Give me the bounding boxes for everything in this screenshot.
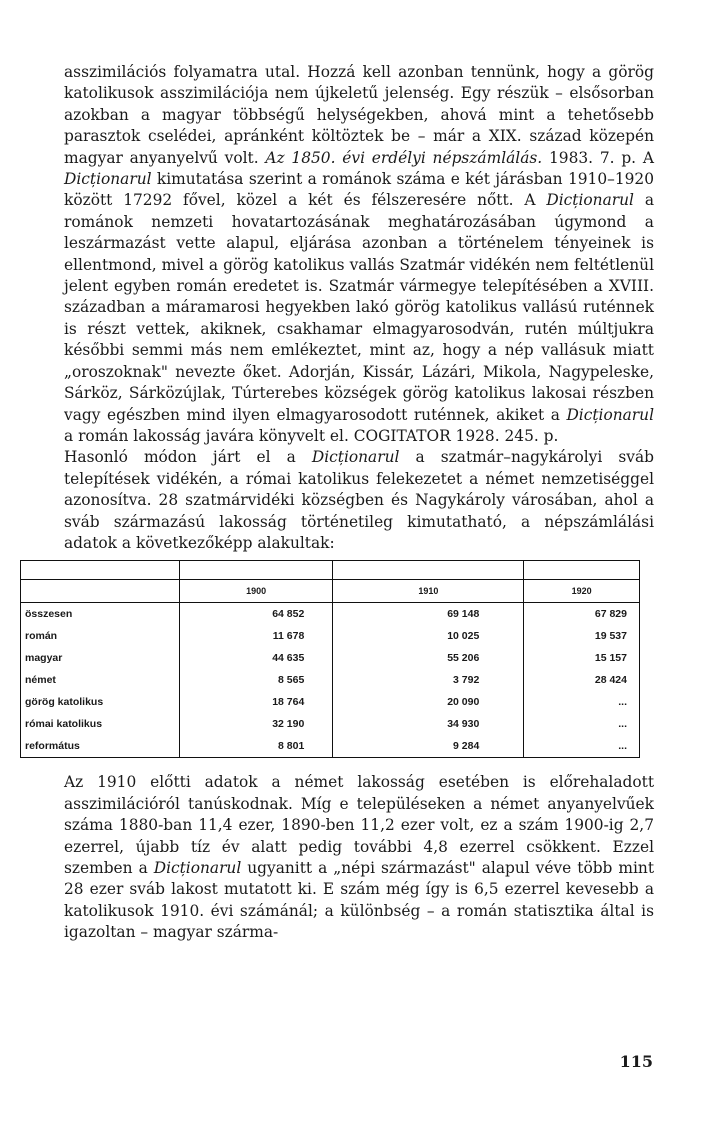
cell-value: ...: [524, 691, 640, 713]
table-row: [21, 625, 640, 647]
cell-value: 44 635: [180, 647, 333, 669]
cell-value: 8 565: [180, 669, 333, 691]
cell-value: 19 537: [524, 625, 640, 647]
table-row: [21, 647, 640, 669]
cell-value: 32 190: [180, 713, 333, 735]
row-label: római katolikus: [21, 713, 180, 735]
cell-value: 18 764: [180, 691, 333, 713]
page-body: [25, 62, 655, 944]
dictionarul-italic: Dicționarul: [153, 858, 242, 877]
row-label: magyar: [21, 647, 180, 669]
dictionarul-italic: Dicționarul: [546, 191, 634, 210]
paragraph-3: Az 1910 előtti adatok a német lakosság esetében is előrehaladott asszimilációról tanúskodnak. Míg e településeken a német anyanyelvűek száma 1880-ban 11,4 ezer, 1890-ben 11,2 ezer volt, ez a szám 1900-ig 2,7 ezerrel, újabb tíz év alatt pedig további 4,8 ezerrel csökkent. Ezzel szemben a Dicționarul ugyanitt a „népi származást" alapul véve több mint 28 ezer sváb lakost mutatott ki. E szám még így is 6,5 ezerrel kevesebb a katolikusok 1910. évi számánál; a különbség – a román statisztika által is igazoltan – magyar szárma-: [64, 773, 655, 942]
row-label: görög katolikus: [21, 691, 180, 713]
dictionarul-italic: Dicționarul: [64, 170, 152, 189]
row-label: összesen: [21, 603, 180, 626]
table-row: [21, 669, 640, 691]
cell-value: 20 090: [333, 691, 524, 713]
cell-value: 15 157: [524, 647, 640, 669]
cell-value: 64 852: [180, 603, 333, 626]
paragraph-1: asszimilációs folyamatra utal. Hozzá kell azonban tennünk, hogy a görög katolikusok asszimilációja nem újkeletű jelenség. Egy részük – elsősorban azokban a magyar többségű helységekben, ahová mint a tehetősebb parasztok cselédei, apránként költöztek be – már a XIX. század közepén magyar anyanyelvű volt. Az 1850. évi erdélyi népszámlálás. 1983. 7. p. A Dicționarul kimutatása szerint a románok száma e két járásban 1910–1920 között 17292 fővel, közel a két és félszeresére nőtt. A Dicționarul a románok nemzeti hovatartozásának meghatározásában úgymond a leszármazást vette alapul, eljárása azonban a történelem tényeinek is ellentmond, mivel a görög katolikus vallás Szatmár vidékén nem feltétlenül jelent egyben román eredetet is. Szatmár vármegye telepítésében a XVIII. században a máramarosi hegyekben lakó görög katolikus vallású ruténnek is részt vettek, akiknek, csakhamar elmagyarosodván, rutén múltjukra későbbi semmi más nem emlékeztet, mint az, hogy a nép vallásuk miatt „oroszoknak" nevezte őket. Adorján, Kissár, Lázári, Mikola, Nagypeleske, Sárköz, Sárközújlak, Túrterebes községek görög katolikus lakosai részben vagy egészben mind ilyen elmagyarosodott ruténnek, akiket a Dicționarul a román lakosság javára könyvelt el. COGITATOR 1928. 245. p.: [64, 63, 654, 445]
table-header-row: [21, 580, 640, 603]
cell-value: 8 801: [180, 735, 333, 758]
table-row: [21, 603, 640, 626]
cell-value: 10 025: [333, 625, 524, 647]
paragraph-2: Hasonló módon járt el a Dicționarul a szatmár–nagykárolyi sváb telepítések vidékén, a római katolikus felekezetet a német nemzetiséggel azonosítva. 28 szatmárvidéki községben és Nagykároly városában, ahol a sváb származású lakosság történetileg kimutatható, a népszámlálási adatok a következőképp alakultak:: [64, 448, 654, 552]
cell-value: ...: [524, 713, 640, 735]
row-label: román: [21, 625, 180, 647]
cell-value: 34 930: [333, 713, 524, 735]
cell-value: ...: [524, 735, 640, 758]
row-label: német: [21, 669, 180, 691]
cell-value: 69 148: [333, 603, 524, 626]
cell-value: 67 829: [524, 603, 640, 626]
table-blank-row: [21, 561, 640, 580]
year-header: 1900: [180, 580, 333, 603]
cell-value: 9 284: [333, 735, 524, 758]
year-header: 1910: [333, 580, 524, 603]
census-table: [20, 560, 640, 758]
row-label: református: [21, 735, 180, 758]
table-row: [21, 713, 640, 735]
table-row: [21, 735, 640, 758]
dictionarul-italic: Dicționarul: [311, 448, 400, 467]
page-number: 115: [619, 1052, 653, 1071]
year-header: 1920: [524, 580, 640, 603]
cell-value: 11 678: [180, 625, 333, 647]
cell-value: 28 424: [524, 669, 640, 691]
cell-value: 3 792: [333, 669, 524, 691]
citation-italic: Az 1850. évi erdélyi népszámlálás.: [265, 148, 543, 167]
cell-value: 55 206: [333, 647, 524, 669]
dictionarul-italic: Dicționarul: [566, 405, 654, 424]
table-row: [21, 691, 640, 713]
